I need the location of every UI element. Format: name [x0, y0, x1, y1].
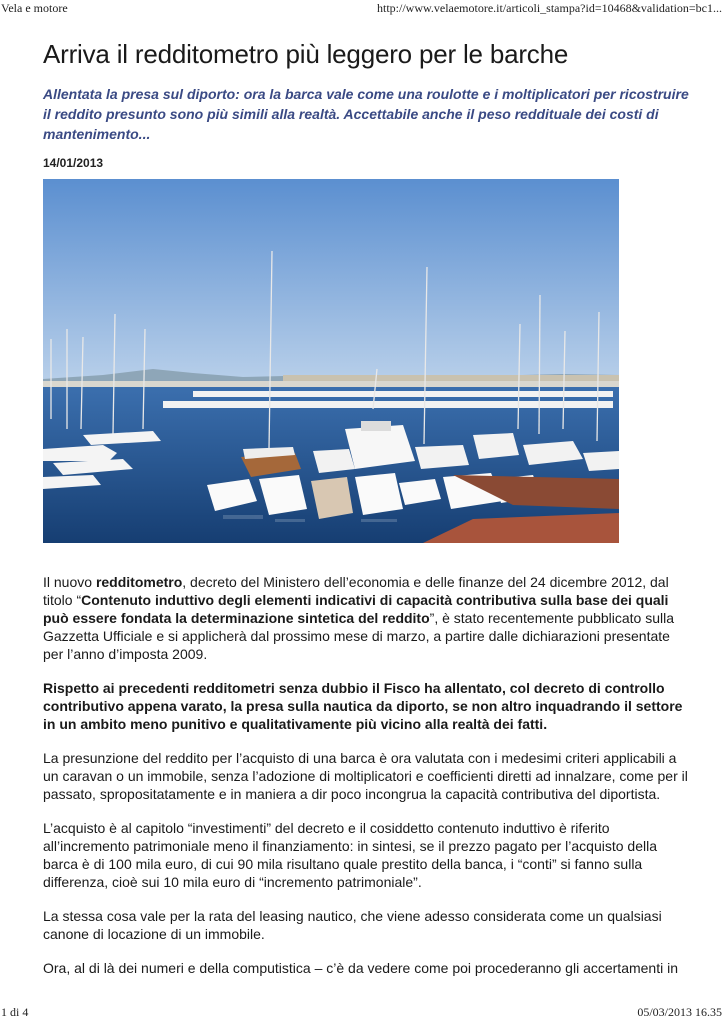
paragraph-2: Rispetto ai precedenti redditometri senza dubbio il Fisco ha allentato, col decreto di controllo contributivo appena varato, la presa sulla nautica da diporto, se non altro inquadrando il settore in un ambito meno punitivo e qualitativamente più vicino alla realtà dei fatti. — [43, 680, 683, 732]
paragraph-1 — [43, 573, 693, 663]
print-footer — [0, 1005, 724, 1021]
print-header-site: Vela e motore — [1, 1, 68, 15]
paragraph-6: Ora, al di là dei numeri e della computistica – c’è da vedere come poi procederanno gli accertamenti in — [43, 960, 679, 976]
paragraph-4: L’acquisto è al capitolo “investimenti” del decreto e il cosiddetto contenuto induttivo è riferito all’incremento patrimoniale meno il finanziamento: in sintesi, se il prezzo pagato per l’acquisto della barca è di 100 mila euro, di cui 90 mila risultano quale prestito della banca, i “conti” si fanno sulla differenza, cioè sui 10 mila euro di “incremento patrimoniale”. — [43, 820, 657, 890]
paragraph-5: La stessa cosa vale per la rata del leasing nautico, che viene adesso considerata come un qualsiasi canone di locazione di un immobile. — [43, 908, 662, 942]
marina-illustration — [43, 179, 619, 543]
print-header — [0, 1, 724, 17]
print-timestamp: 05/03/2013 16.35 — [637, 1005, 722, 1019]
p1-text-a: Il nuovo — [43, 574, 96, 590]
article-title: Arriva il redditometro più leggero per le barche — [43, 39, 569, 69]
page-counter: 1 di 4 — [1, 1005, 29, 1019]
p1-text-e: ”, è stato recentemente pubblicato sulla Gazzetta Ufficiale e si applicherà dal prossimo mese di marzo, a partire dalle dichiarazioni presentate per l’anno d’imposta 2009. — [43, 610, 675, 662]
article-body — [43, 573, 693, 993]
paragraph-3: La presunzione del reddito per l’acquisto di una barca è ora valutata con i medesimi criteri applicabili a un caravan o un immobile, senza l’adozione di moltiplicatori e coefficienti diretti ad innalzare, come per il passato, spropositatamente e in maniera a dir poco incongrua la capacità contributiva del diportista. — [43, 750, 688, 802]
p1-bold-decree-title: Contenuto induttivo degli elementi indicativi di capacità contributiva sulla base dei quali può essere fondata la determinazione sintetica del reddito — [43, 592, 669, 626]
article-date: 14/01/2013 — [43, 156, 104, 170]
p1-text-c: , decreto del Ministero dell’economia e delle finanze del 24 dicembre 2012, dal titolo “ — [43, 574, 669, 608]
print-header-url: http://www.velaemotore.it/articoli_stampa?id=10468&validation=bc1... — [376, 1, 722, 15]
article-photo — [43, 179, 619, 543]
article-subtitle: Allentata la presa sul diporto: ora la barca vale come una roulotte e i moltiplicatori per ricostruire il reddito presunto sono più simili alla realtà. Accettabile anche il peso reddituale dei costi di mantenimento... — [43, 86, 689, 142]
p1-bold-redditometro: redditometro — [95, 574, 183, 590]
